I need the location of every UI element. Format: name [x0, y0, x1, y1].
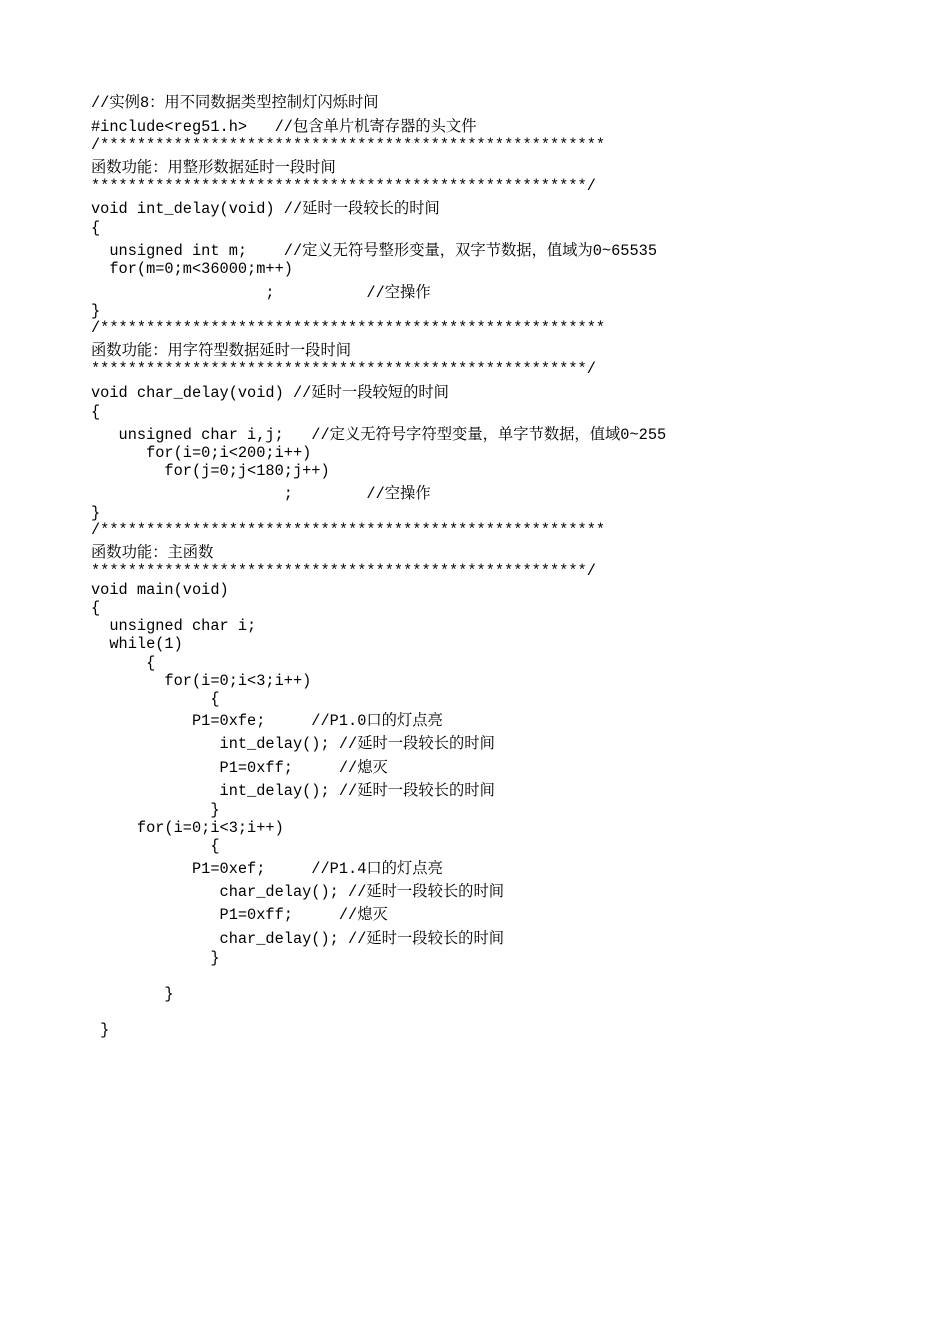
code-line: ; //空操作 [91, 284, 431, 302]
code-line: /******************************************************* [91, 136, 606, 154]
code-line: void int_delay(void) //延时一段较长的时间 [91, 200, 440, 218]
code-line: ; //空操作 [91, 485, 431, 503]
code-line: 函数功能：用字符型数据延时一段时间 [91, 342, 352, 360]
code-line: { [91, 837, 220, 855]
code-line: /******************************************************* [91, 319, 606, 337]
code-line: char_delay(); //延时一段较长的时间 [91, 883, 505, 901]
code-line: /******************************************************* [91, 521, 606, 539]
code-line: ******************************************************/ [91, 562, 596, 580]
code-line: unsigned char i,j; //定义无符号字符型变量，单字节数据，值域0~255 [91, 426, 667, 444]
code-line: } [91, 801, 220, 819]
code-line: 函数功能：用整形数据延时一段时间 [91, 159, 336, 177]
code-line: void char_delay(void) //延时一段较短的时间 [91, 384, 449, 402]
code-line: } [91, 985, 174, 1003]
code-line: { [91, 219, 101, 237]
code-line: { [91, 654, 156, 672]
code-line: for(j=0;j<180;j++) [91, 462, 330, 480]
code-line: } [91, 949, 220, 967]
code-line: P1=0xff; //熄灭 [91, 906, 388, 924]
code-line: unsigned int m; //定义无符号整形变量，双字节数据，值域为0~65535 [91, 242, 658, 260]
code-line: for(m=0;m<36000;m++) [91, 260, 293, 278]
code-line: P1=0xff; //熄灭 [91, 759, 388, 777]
code-line: } [91, 302, 101, 320]
code-line: ******************************************************/ [91, 360, 596, 378]
code-line: unsigned char i; [91, 617, 257, 635]
code-line: while(1) [91, 635, 183, 653]
code-line: int_delay(); //延时一段较长的时间 [91, 782, 495, 800]
code-line: //实例8：用不同数据类型控制灯闪烁时间 [91, 94, 379, 112]
code-line: #include<reg51.h> //包含单片机寄存器的头文件 [91, 118, 477, 136]
code-line: void main(void) [91, 581, 229, 599]
code-line: } [91, 1021, 110, 1039]
code-line: } [91, 504, 101, 522]
code-line: P1=0xfe; //P1.0口的灯点亮 [91, 712, 443, 730]
code-line: 函数功能：主函数 [91, 544, 214, 562]
code-line: for(i=0;i<3;i++) [91, 672, 312, 690]
code-line: P1=0xef; //P1.4口的灯点亮 [91, 860, 443, 878]
code-line: char_delay(); //延时一段较长的时间 [91, 930, 505, 948]
code-line: int_delay(); //延时一段较长的时间 [91, 735, 495, 753]
code-line: for(i=0;i<200;i++) [91, 444, 312, 462]
code-line: { [91, 599, 101, 617]
code-line: for(i=0;i<3;i++) [91, 819, 284, 837]
code-line: ******************************************************/ [91, 177, 596, 195]
code-line: { [91, 403, 101, 421]
code-line: { [91, 690, 220, 708]
